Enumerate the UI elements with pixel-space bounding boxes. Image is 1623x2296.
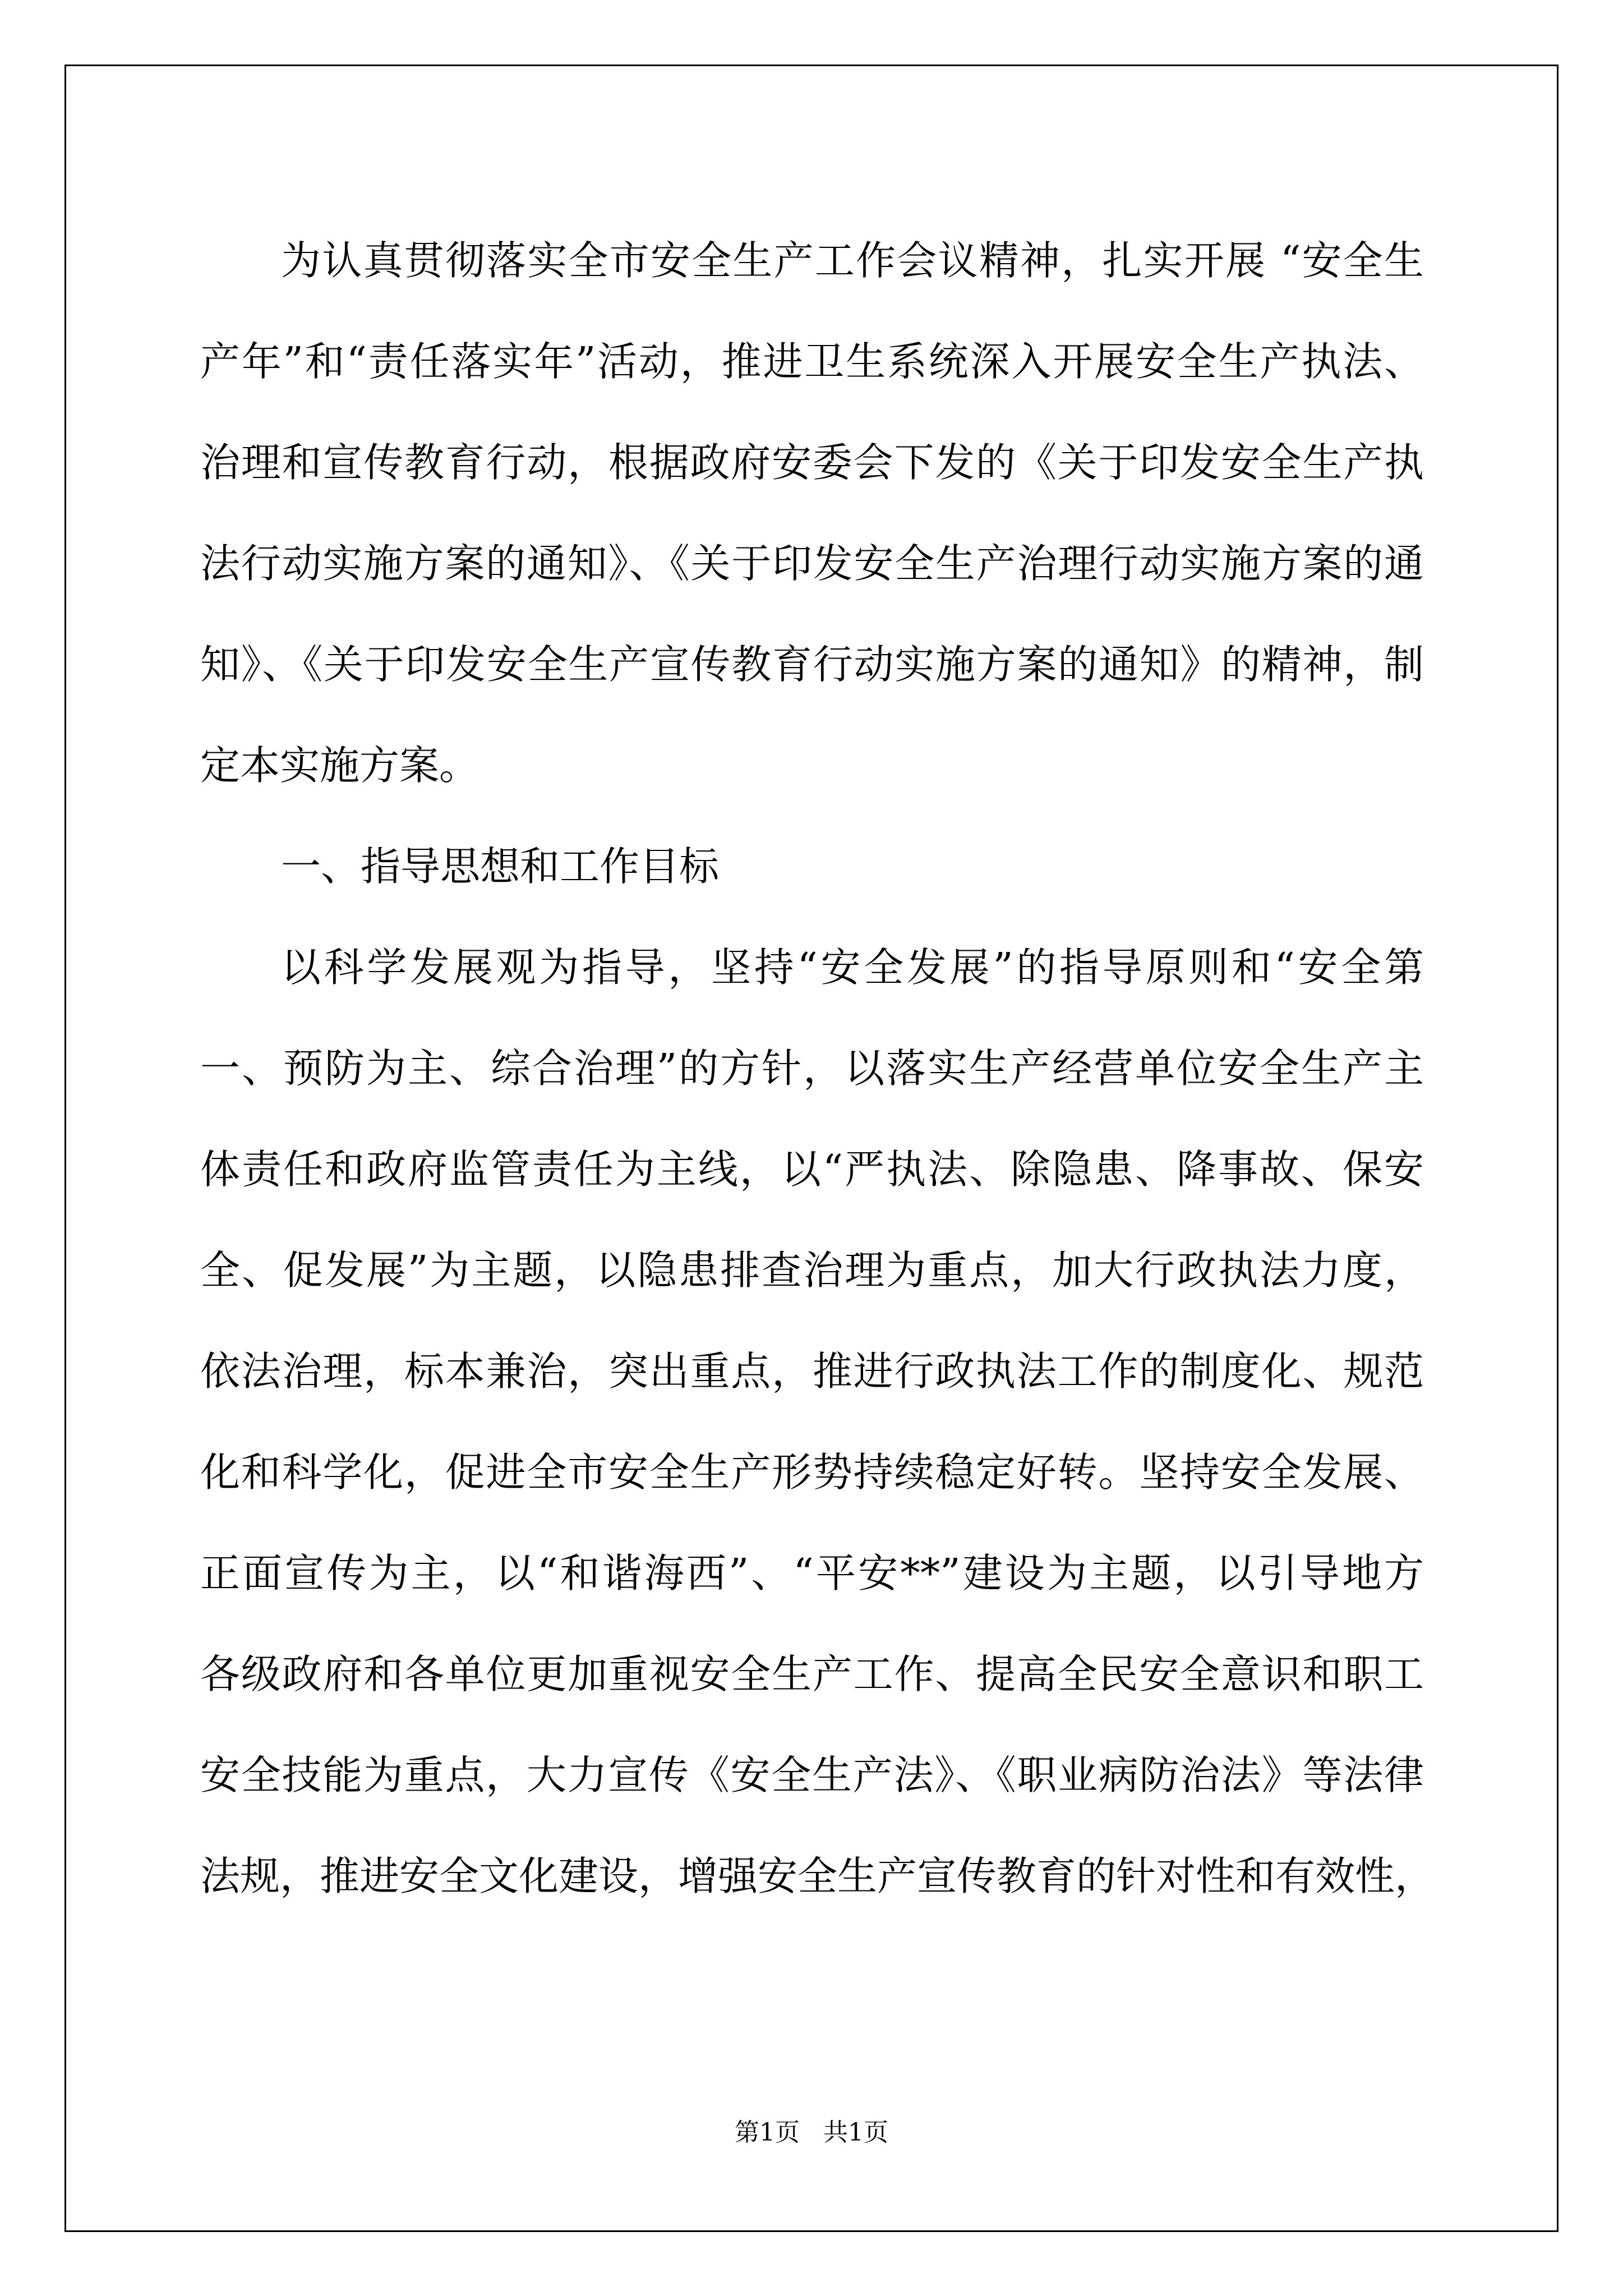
body-line: 全、促发展”为主题，以隐患排查治理为重点，加大行政执法力度，: [200, 1247, 1424, 1294]
body-line: 法规，推进安全文化建设，增强安全生产宣传教育的针对性和有效性，: [200, 1853, 1435, 1899]
body-line: 为认真贯彻落实全市安全生产工作会议精神，扎实开展 “安全生: [281, 237, 1424, 284]
body-line: 依法治理，标本兼治，突出重点，推进行政执法工作的制度化、规范: [200, 1348, 1424, 1395]
body-line: 一、预防为主、综合治理”的方针，以落实生产经营单位安全生产主: [200, 1045, 1424, 1092]
body-line: 正面宣传为主，以“和谐海西”、“平安**”建设为主题，以引导地方: [200, 1550, 1424, 1596]
body-line: 治理和宣传教育行动，根据政府安委会下发的《关于印发安全生产执: [200, 439, 1424, 486]
body-line: 定本实施方案。: [200, 742, 479, 789]
body-line: 化和科学化，促进全市安全生产形势持续稳定好转。坚持安全发展、: [200, 1449, 1424, 1496]
body-line: 法行动实施方案的通知》、《关于印发安全生产治理行动实施方案的通: [200, 540, 1424, 587]
page-footer: 第1页 共1页: [735, 2118, 888, 2147]
body-line: 产年”和“责任落实年”活动，推进卫生系统深入开展安全生产执法、: [200, 338, 1424, 385]
body-line: 安全技能为重点，大力宣传《安全生产法》、《职业病防治法》等法律: [200, 1752, 1424, 1798]
section-heading: 一、指导思想和工作目标: [281, 843, 720, 890]
body-line: 体责任和政府监管责任为主线，以“严执法、除隐患、降事故、保安: [200, 1146, 1424, 1193]
body-line: 各级政府和各单位更加重视安全生产工作、提高全民安全意识和职工: [200, 1651, 1424, 1697]
document-body: [200, 210, 1435, 1927]
body-line: 以科学发展观为指导，坚持“安全发展”的指导原则和“安全第: [281, 944, 1424, 991]
body-line: 知》、《关于印发安全生产宣传教育行动实施方案的通知》的精神，制: [200, 641, 1424, 688]
